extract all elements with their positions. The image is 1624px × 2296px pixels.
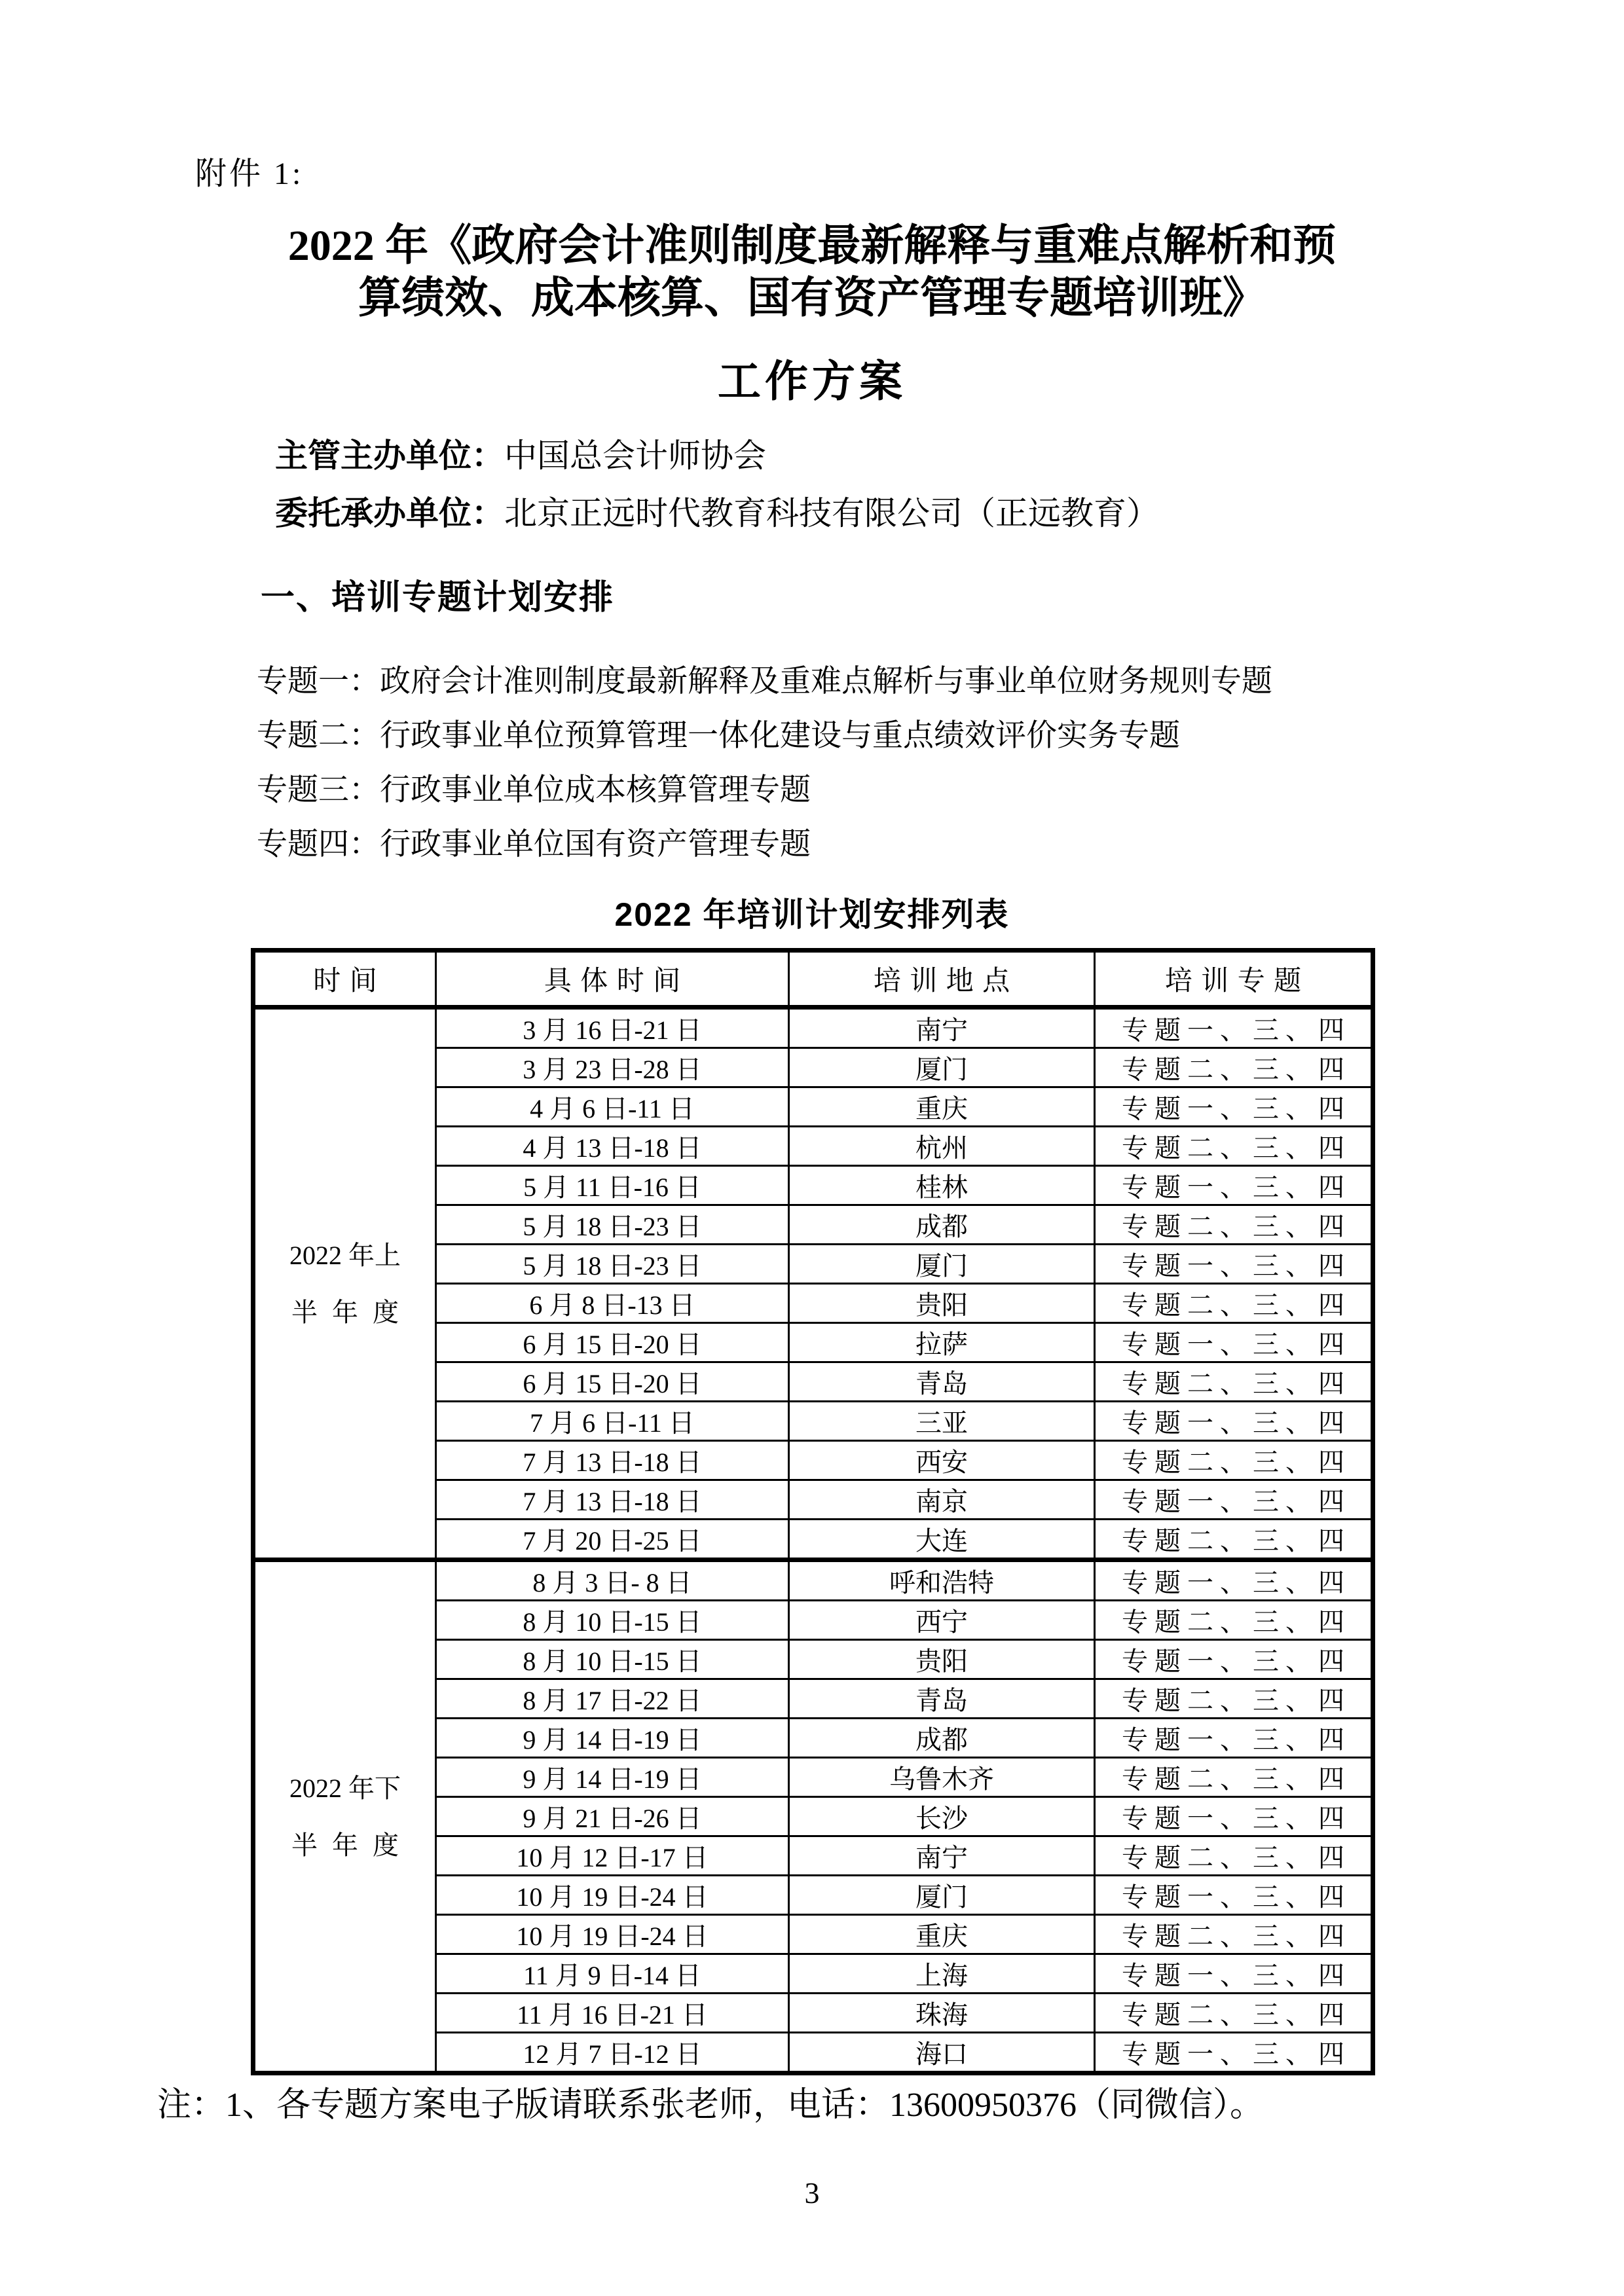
city-cell: 青岛: [789, 1362, 1095, 1402]
topics-cell: 专题一、三、四: [1095, 1719, 1373, 1758]
topics-cell: 专题一、三、四: [1095, 1323, 1373, 1362]
date-cell: 7 月 20 日-25 日: [436, 1520, 789, 1560]
topics-cell: 专题一、三、四: [1095, 1876, 1373, 1915]
topics-cell: 专题二、三、四: [1095, 1601, 1373, 1640]
organizer-line-undertaker: [275, 484, 1159, 542]
topics-cell: 专题一、三、四: [1095, 1640, 1373, 1679]
topics-cell: 专题一、三、四: [1095, 1402, 1373, 1441]
date-cell: 11 月 9 日-14 日: [436, 1954, 789, 1994]
city-cell: 大连: [789, 1520, 1095, 1560]
footnote: 注：1、各专题方案电子版请联系张老师，电话：13600950376（同微信）。: [157, 2086, 1264, 2124]
organizer-value: 北京正远时代教育科技有限公司（正远教育）: [504, 495, 1159, 532]
topic-item-4: 专题四：行政事业单位国有资产管理专题: [257, 828, 811, 862]
section-heading: 一、培训专题计划安排: [261, 579, 615, 617]
date-cell: 5 月 18 日-23 日: [436, 1205, 789, 1245]
organizer-value: 中国总会计师协会: [504, 437, 766, 474]
topic-item-1: 专题一：政府会计准则制度最新解释及重难点解析与事业单位财务规则专题: [257, 665, 1272, 699]
city-cell: 三亚: [789, 1402, 1095, 1441]
city-cell: 西宁: [789, 1601, 1095, 1640]
city-cell: 南京: [789, 1480, 1095, 1520]
date-cell: 6 月 15 日-20 日: [436, 1323, 789, 1362]
city-cell: 乌鲁木齐: [789, 1758, 1095, 1797]
page-number: 3: [804, 2176, 820, 2210]
city-cell: 成都: [789, 1719, 1095, 1758]
city-cell: 贵阳: [789, 1640, 1095, 1679]
date-cell: 8 月 10 日-15 日: [436, 1601, 789, 1640]
city-cell: 海口: [789, 2033, 1095, 2073]
date-cell: 11 月 16 日-21 日: [436, 1994, 789, 2033]
attachment-label: 附件 1:: [195, 156, 304, 191]
topics-cell: 专题二、三、四: [1095, 1679, 1373, 1719]
date-cell: 7 月 6 日-11 日: [436, 1402, 789, 1441]
topic-item-3: 专题三：行政事业单位成本核算管理专题: [257, 773, 811, 807]
topics-cell: 专题二、三、四: [1095, 1284, 1373, 1323]
column-header-location: 培训地点: [789, 951, 1095, 1008]
date-cell: 5 月 18 日-23 日: [436, 1245, 789, 1284]
date-cell: 12 月 7 日-12 日: [436, 2033, 789, 2073]
date-cell: 8 月 10 日-15 日: [436, 1640, 789, 1679]
organizer-block: [275, 427, 1159, 542]
date-cell: 9 月 14 日-19 日: [436, 1758, 789, 1797]
topics-cell: 专题二、三、四: [1095, 1205, 1373, 1245]
period-line: 2022 年下: [289, 1773, 401, 1803]
date-cell: 8 月 17 日-22 日: [436, 1679, 789, 1719]
city-cell: 呼和浩特: [789, 1560, 1095, 1601]
date-cell: 7 月 13 日-18 日: [436, 1441, 789, 1480]
city-cell: 南宁: [789, 1008, 1095, 1048]
document-title: [0, 220, 1624, 409]
date-cell: 10 月 12 日-17 日: [436, 1836, 789, 1876]
date-cell: 4 月 6 日-11 日: [436, 1087, 789, 1127]
topics-cell: 专题一、三、四: [1095, 2033, 1373, 2073]
city-cell: 厦门: [789, 1048, 1095, 1087]
topics-cell: 专题一、三、四: [1095, 1087, 1373, 1127]
city-cell: 厦门: [789, 1245, 1095, 1284]
topics-cell: 专题一、三、四: [1095, 1245, 1373, 1284]
period-line: 半年度: [291, 1830, 413, 1860]
schedule-row: [253, 1560, 1373, 1601]
training-schedule-table: [251, 948, 1375, 2075]
city-cell: 青岛: [789, 1679, 1095, 1719]
period-cell: [253, 1008, 436, 1560]
title-line-2: 算绩效、成本核算、国有资产管理专题培训班》: [358, 274, 1266, 322]
topics-cell: 专题二、三、四: [1095, 1758, 1373, 1797]
date-cell: 8 月 3 日- 8 日: [436, 1560, 789, 1601]
topics-cell: 专题一、三、四: [1095, 1166, 1373, 1205]
city-cell: 桂林: [789, 1166, 1095, 1205]
date-cell: 6 月 8 日-13 日: [436, 1284, 789, 1323]
topic-list: [257, 655, 1272, 872]
schedule-row: [253, 1008, 1373, 1048]
topic-item-2: 专题二：行政事业单位预算管理一体化建设与重点绩效评价实务专题: [257, 719, 1180, 753]
period-line: 半年度: [291, 1297, 413, 1327]
city-cell: 西安: [789, 1441, 1095, 1480]
topics-cell: 专题一、三、四: [1095, 1954, 1373, 1994]
city-cell: 杭州: [789, 1127, 1095, 1166]
organizer-line-supervisor: [275, 427, 1159, 484]
topics-cell: 专题二、三、四: [1095, 1915, 1373, 1954]
organizer-label: 委托承办单位：: [275, 495, 504, 532]
city-cell: 上海: [789, 1954, 1095, 1994]
period-cell: [253, 1560, 436, 2073]
date-cell: 3 月 16 日-21 日: [436, 1008, 789, 1048]
topics-cell: 专题一、三、四: [1095, 1560, 1373, 1601]
date-cell: 3 月 23 日-28 日: [436, 1048, 789, 1087]
city-cell: 长沙: [789, 1797, 1095, 1836]
column-header-dates: 具体时间: [436, 951, 789, 1008]
date-cell: 5 月 11 日-16 日: [436, 1166, 789, 1205]
city-cell: 重庆: [789, 1915, 1095, 1954]
column-header-topic: 培训专题: [1095, 951, 1373, 1008]
topics-cell: 专题一、三、四: [1095, 1797, 1373, 1836]
topics-cell: 专题一、三、四: [1095, 1008, 1373, 1048]
table-title: 2022 年培训计划安排列表: [614, 896, 1010, 933]
city-cell: 重庆: [789, 1087, 1095, 1127]
city-cell: 南宁: [789, 1836, 1095, 1876]
city-cell: 拉萨: [789, 1323, 1095, 1362]
date-cell: 6 月 15 日-20 日: [436, 1362, 789, 1402]
topics-cell: 专题二、三、四: [1095, 1127, 1373, 1166]
topics-cell: 专题二、三、四: [1095, 1994, 1373, 2033]
date-cell: 9 月 14 日-19 日: [436, 1719, 789, 1758]
city-cell: 贵阳: [789, 1284, 1095, 1323]
topics-cell: 专题二、三、四: [1095, 1836, 1373, 1876]
table-header-row: [253, 951, 1373, 1008]
date-cell: 10 月 19 日-24 日: [436, 1876, 789, 1915]
title-line-work-plan: 工作方案: [718, 358, 906, 406]
date-cell: 7 月 13 日-18 日: [436, 1480, 789, 1520]
city-cell: 成都: [789, 1205, 1095, 1245]
date-cell: 9 月 21 日-26 日: [436, 1797, 789, 1836]
column-header-time: 时间: [253, 951, 436, 1008]
date-cell: 10 月 19 日-24 日: [436, 1915, 789, 1954]
topics-cell: 专题二、三、四: [1095, 1520, 1373, 1560]
organizer-label: 主管主办单位：: [275, 437, 504, 474]
topics-cell: 专题二、三、四: [1095, 1048, 1373, 1087]
period-line: 2022 年上: [289, 1240, 401, 1270]
date-cell: 4 月 13 日-18 日: [436, 1127, 789, 1166]
title-line-1: 2022 年《政府会计准则制度最新解释与重难点解析和预: [287, 222, 1337, 270]
topics-cell: 专题二、三、四: [1095, 1362, 1373, 1402]
city-cell: 珠海: [789, 1994, 1095, 2033]
city-cell: 厦门: [789, 1876, 1095, 1915]
topics-cell: 专题一、三、四: [1095, 1480, 1373, 1520]
topics-cell: 专题二、三、四: [1095, 1441, 1373, 1480]
